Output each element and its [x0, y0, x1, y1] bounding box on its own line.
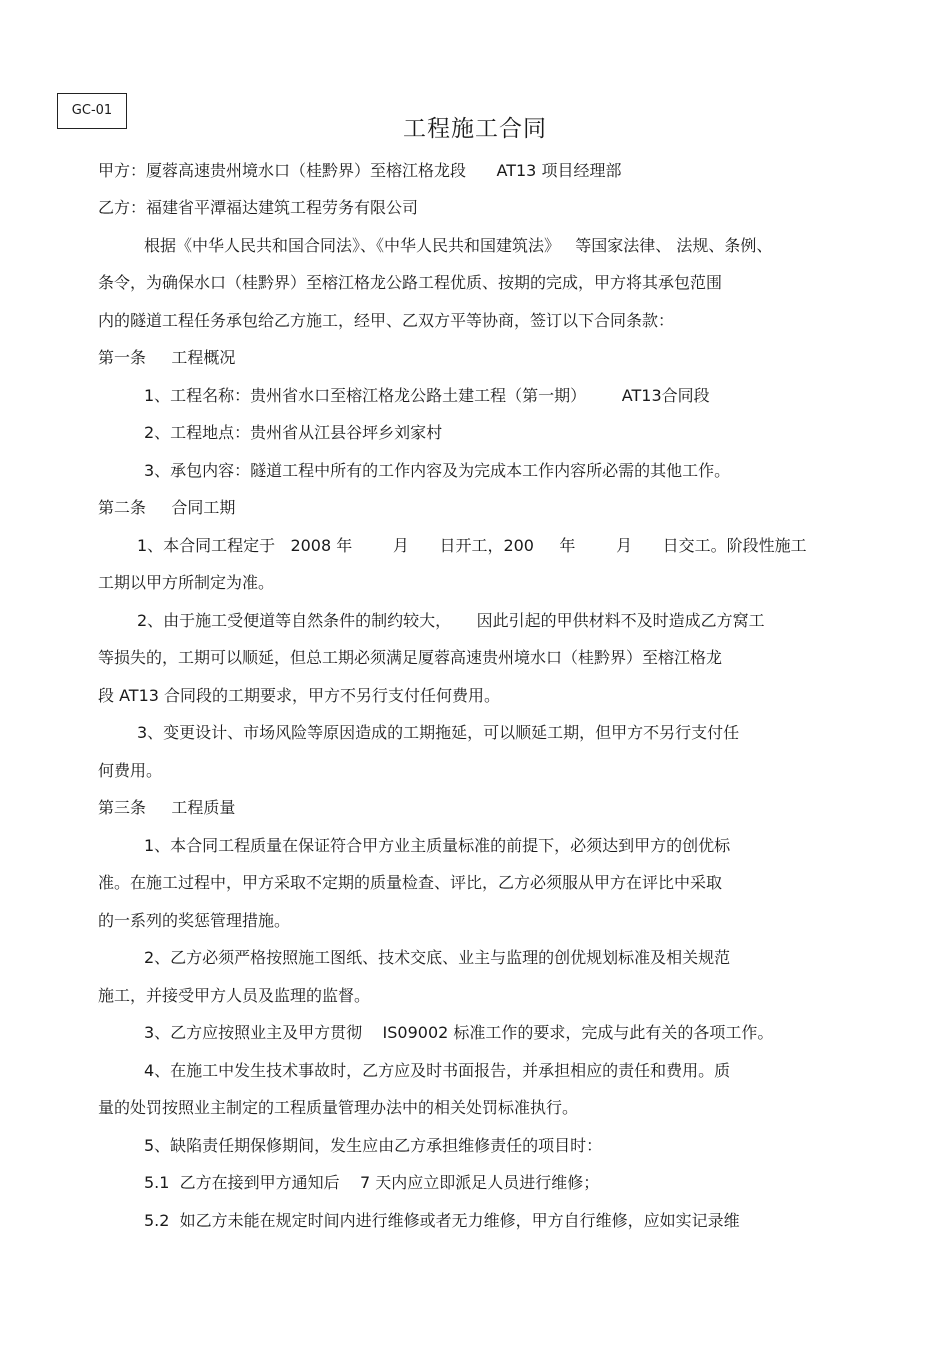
- article-1-item-1: 1、工程名称：贵州省水口至榕江格龙公路土建工程（第一期） AT13合同段: [144, 386, 710, 405]
- article-1-heading: 第一条 工程概况: [98, 348, 236, 367]
- article-3-heading: 第三条 工程质量: [98, 798, 236, 817]
- article-3-item-5-2: 5.2 如乙方未能在规定时间内进行维修或者无力维修，甲方自行维修，应如实记录维: [144, 1211, 740, 1230]
- article-3-item-4-line-1: 4、在施工中发生技术事故时，乙方应及时书面报告，并承担相应的责任和费用。质: [144, 1061, 731, 1080]
- article-3-item-2-line-1: 2、乙方必须严格按照施工图纸、技术交底、业主与监理的创优规划标准及相关规范: [144, 948, 731, 967]
- article-1-item-3: 3、承包内容：隧道工程中所有的工作内容及为完成本工作内容所必需的其他工作。: [144, 461, 731, 480]
- article-2-item-3-line-1: 3、变更设计、市场风险等原因造成的工期拖延，可以顺延工期，但甲方不另行支付任: [137, 723, 740, 742]
- article-3-item-3: 3、乙方应按照业主及甲方贯彻 IS09002 标准工作的要求，完成与此有关的各项工作。: [144, 1023, 774, 1042]
- article-2-item-3-line-2: 何费用。: [98, 761, 163, 780]
- article-3-item-4-line-2: 量的处罚按照业主制定的工程质量管理办法中的相关处罚标准执行。: [98, 1098, 579, 1117]
- article-3-item-5: 5、缺陷责任期保修期间，发生应由乙方承担维修责任的项目时：: [144, 1136, 603, 1155]
- article-3-item-5-1: 5.1 乙方在接到甲方通知后 7 天内应立即派足人员进行维修；: [144, 1173, 600, 1192]
- document-title: 工程施工合同: [403, 116, 547, 142]
- article-2-heading: 第二条 合同工期: [98, 498, 236, 517]
- preamble-line-2: 条令，为确保水口（桂黔界）至榕江格龙公路工程优质、按期的完成，甲方将其承包范围: [98, 273, 723, 292]
- party-a-line: 甲方：厦蓉高速贵州境水口（桂黔界）至榕江格龙段 AT13 项目经理部: [98, 161, 622, 180]
- preamble-line-1: 根据《中华人民共和国合同法》、《中华人民共和国建筑法》 等国家法律、 法规、条例、: [144, 236, 773, 255]
- article-2-item-2-line-2: 等损失的，工期可以顺延，但总工期必须满足厦蓉高速贵州境水口（桂黔界）至榕江格龙: [98, 648, 723, 667]
- article-2-item-1-line-1: 1、本合同工程定于 2008 年 月 日开工，200 年 月 日交工。阶段性施工: [137, 536, 807, 555]
- article-2-item-1-line-2: 工期以甲方所制定为准。: [98, 573, 275, 592]
- article-2-item-2-line-1: 2、由于施工受便道等自然条件的制约较大， 因此引起的甲供材料不及时造成乙方窝工: [137, 611, 765, 630]
- article-3-item-1-line-1: 1、本合同工程质量在保证符合甲方业主质量标准的前提下，必须达到甲方的创优标: [144, 836, 731, 855]
- article-1-item-2: 2、工程地点：贵州省从江县谷坪乡刘家村: [144, 423, 443, 442]
- article-3-item-1-line-3: 的一系列的奖惩管理措施。: [98, 911, 291, 930]
- preamble-line-3: 内的隧道工程任务承包给乙方施工，经甲、乙双方平等协商，签订以下合同条款：: [98, 311, 675, 330]
- article-2-item-2-line-3: 段 AT13 合同段的工期要求，甲方不另行支付任何费用。: [98, 686, 501, 705]
- article-3-item-2-line-2: 施工，并接受甲方人员及监理的监督。: [98, 986, 371, 1005]
- party-b-line: 乙方：福建省平潭福达建筑工程劳务有限公司: [98, 198, 419, 217]
- document-code-box: GC-01: [57, 93, 127, 129]
- article-3-item-1-line-2: 准。在施工过程中，甲方采取不定期的质量检查、评比，乙方必须服从甲方在评比中采取: [98, 873, 723, 892]
